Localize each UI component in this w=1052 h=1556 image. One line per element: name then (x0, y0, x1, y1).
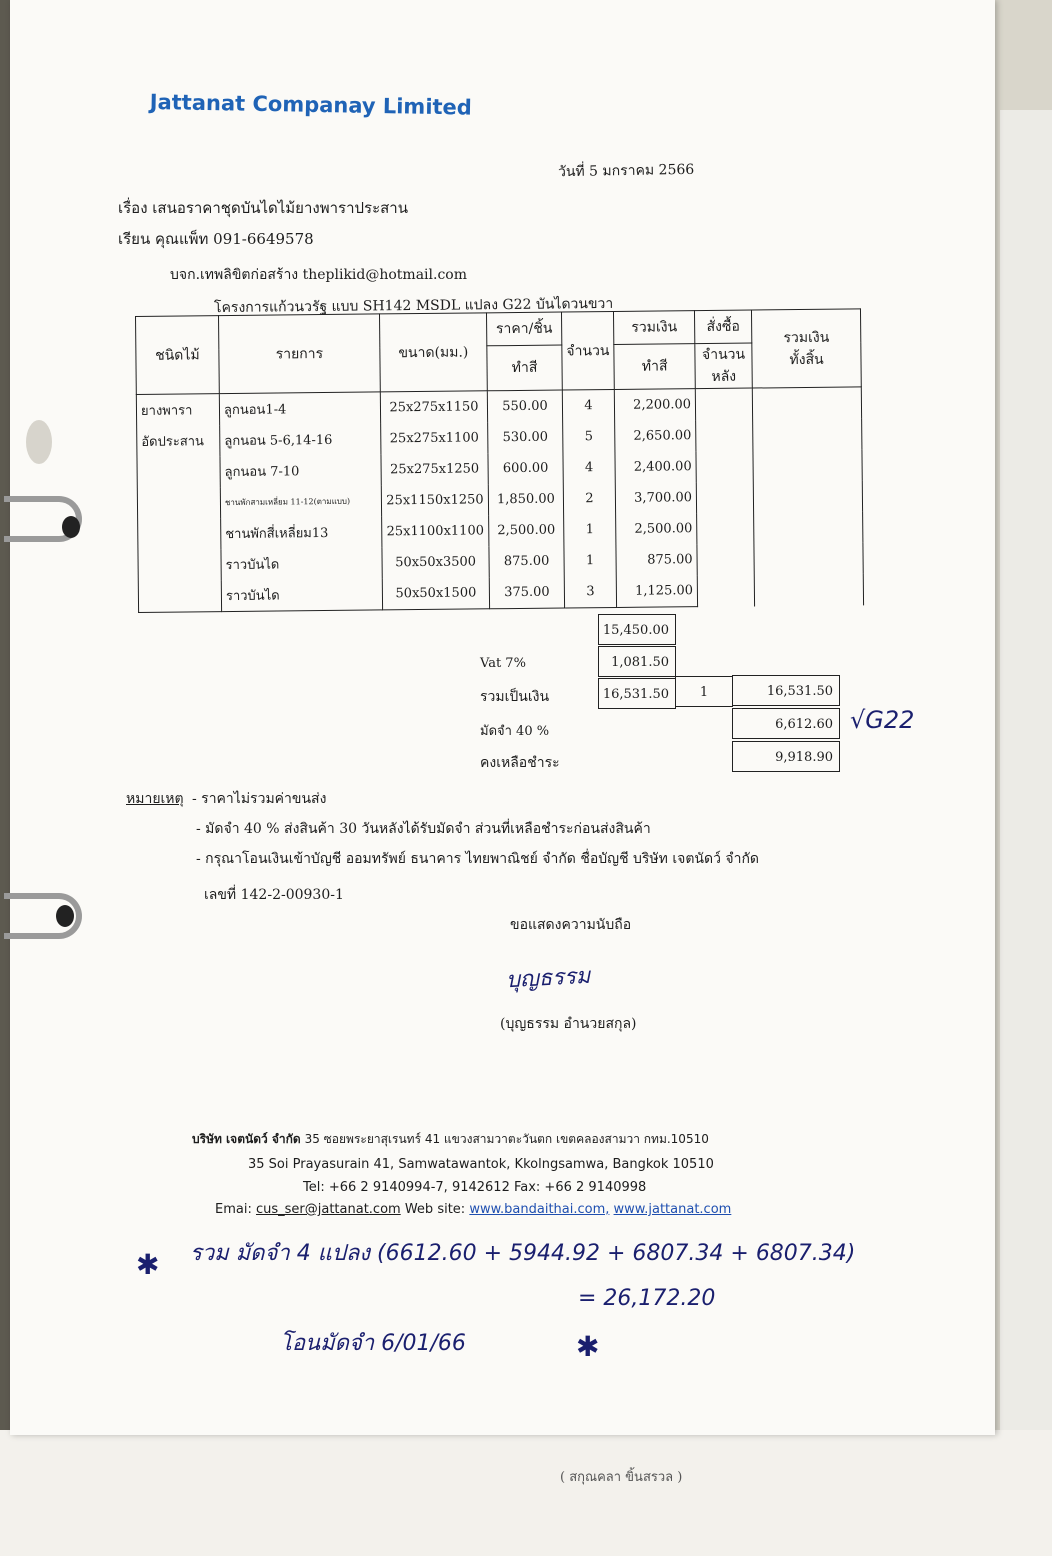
header-amount: รวมเงิน (614, 311, 695, 345)
row-size: 25x1100x1100 (382, 515, 489, 547)
document-page (10, 0, 995, 1435)
row-size: 50x50x3500 (382, 546, 489, 578)
empty-cell (753, 449, 862, 481)
handwritten-star: ✱ (576, 1330, 600, 1363)
row-amount: 3,700.00 (615, 482, 696, 514)
note-line: - มัดจำ 40 % ส่งสินค้า 30 วันหลังได้รับมัดจำ ส่วนที่เหลือชำระก่อนส่งสินค้า (196, 821, 651, 837)
row-qty: 5 (563, 421, 615, 453)
empty-cell (754, 573, 863, 606)
vat-label: Vat 7% (480, 656, 526, 671)
row-qty: 1 (564, 514, 616, 546)
footer-thai-line (192, 1130, 709, 1149)
company-name: Jattanat Companay Limited (149, 90, 473, 120)
letter-date: วันที่ 5 มกราคม 2566 (557, 161, 695, 181)
empty-cell (138, 518, 221, 550)
deposit-box: 6,612.60 (732, 708, 840, 739)
signature: บุญธรรม (505, 963, 591, 994)
empty-cell (138, 580, 221, 612)
letter-recipient: เรียน คุณแพ็ท 091-6649578 (118, 230, 314, 248)
header-unit-price-sub: ทำสี (487, 345, 562, 391)
letter-subject: เรื่อง เสนอราคาชุดบันไดไม้ยางพาราประสาน (118, 199, 408, 217)
web-link-bandaithai[interactable]: www.bandaithai.com, (469, 1202, 610, 1217)
total-label: รวมเป็นเงิน (480, 689, 550, 705)
header-grand-total (752, 309, 862, 388)
row-price: 375.00 (489, 577, 564, 609)
header-grand-total-sub: ทั้งสิ้น (789, 351, 824, 368)
footer-thai-name: บริษัท เจตนัดว์ จำกัด (192, 1132, 301, 1146)
header-order-qty: สั่งซื้อ (695, 310, 752, 344)
empty-cell (696, 420, 753, 452)
balance-label: คงเหลือชำระ (480, 755, 560, 771)
row-price: 600.00 (488, 453, 563, 485)
empty-cell (753, 480, 862, 512)
email-link[interactable]: cus_ser@jattanat.com (255, 1202, 401, 1217)
row-qty: 3 (564, 576, 616, 608)
empty-cell (752, 387, 861, 420)
row-price: 550.00 (487, 390, 562, 422)
row-item: ลูกนอน 7-10 (220, 454, 381, 487)
next-page-edge (0, 1430, 1052, 1556)
background-stack (1000, 110, 1052, 1430)
account-number: เลขที่ 142-2-00930-1 (204, 887, 344, 903)
row-item: ราวบันได (221, 578, 382, 611)
empty-cell (695, 388, 752, 420)
empty-cell (753, 418, 862, 450)
header-grand-total-label: รวมเงิน (783, 329, 830, 346)
project-line: โครงการแก้วนวรัฐ แบบ SH142 MSDL แปลง G22 บันไดวนขวา (213, 295, 614, 317)
empty-cell (137, 456, 220, 488)
empty-cell (697, 575, 754, 607)
total-box: 16,531.50 (598, 678, 676, 709)
order-qty-box: 1 (675, 676, 733, 707)
row-amount: 2,500.00 (616, 513, 697, 545)
header-amount-sub: ทำสี (614, 344, 695, 390)
web-link-jattanat[interactable]: www.jattanat.com (613, 1202, 732, 1217)
row-amount: 2,650.00 (615, 420, 696, 452)
row-item: ชานพักสี่เหลี่ยม13 (221, 516, 382, 549)
footer-thai-address: 35 ซอยพระยาสุเรนทร์ 41 แขวงสามวาตะวันตก เขตคลองสามวา กทม.10510 (304, 1132, 709, 1146)
row-qty: 4 (562, 389, 614, 421)
header-wood-type: ชนิดไม้ (136, 316, 220, 395)
handwritten-transfer-date: โอนมัดจำ 6/01/66 (280, 1331, 466, 1356)
quotation-table (135, 308, 864, 613)
note-line: - กรุณาโอนเงินเข้าบัญชี ออมทรัพย์ ธนาคาร ไทยพาณิชย์ จำกัด ชื่อบัญชี บริษัท เจตนัดว์ จำกัด (196, 851, 760, 867)
recipient-company: บจก.เทพลิขิตก่อสร้าง theplikid@hotmail.com (170, 267, 468, 283)
empty-cell (137, 487, 220, 519)
punch-hole (26, 420, 52, 464)
handwritten-star: ✱ (136, 1248, 160, 1281)
handwritten-total: = 26,172.20 (578, 1286, 716, 1311)
row-size: 25x1150x1250 (381, 484, 488, 516)
empty-cell (697, 513, 754, 545)
balance-box: 9,918.90 (732, 741, 840, 772)
subtotal-box: 15,450.00 (598, 614, 676, 645)
empty-cell (696, 451, 753, 483)
row-size: 25x275x1150 (380, 391, 487, 424)
row-size: 25x275x1100 (381, 422, 488, 454)
row-price: 875.00 (489, 546, 564, 578)
footer-tel: Tel: +66 2 9140994-7, 9142612 Fax: +66 2 9140998 (303, 1180, 647, 1195)
empty-cell (697, 544, 754, 576)
signer-name: (บุญธรรม อำนวยสกุล) (500, 1016, 637, 1032)
row-item: ราวบันได (221, 547, 382, 580)
empty-cell (754, 542, 863, 574)
wood-type-line: อัดประสาน (137, 425, 220, 457)
header-size: ขนาด(มม.) (379, 313, 487, 392)
next-page-signer: ( สกุณคลา ขิ้นสรวล ) (560, 1470, 683, 1485)
binder-ring-end (56, 905, 74, 927)
email-label: Emai: (215, 1202, 252, 1217)
handwritten-check: √G22 (850, 706, 915, 734)
row-qty: 2 (563, 483, 615, 515)
row-amount: 2,200.00 (614, 389, 695, 421)
empty-cell (754, 511, 863, 543)
row-size: 50x50x1500 (382, 577, 489, 610)
row-price: 530.00 (488, 422, 563, 454)
row-size: 25x275x1250 (381, 453, 488, 485)
header-order-qty-sub: จำนวนหลัง (695, 343, 752, 389)
header-unit-price: ราคา/ชิ้น (486, 312, 561, 346)
table-row (138, 573, 863, 612)
header-item: รายการ (219, 314, 381, 394)
row-amount: 875.00 (616, 544, 697, 576)
row-qty: 1 (564, 545, 616, 577)
web-label: Web site: (404, 1202, 466, 1217)
handwritten-sum: รวม มัดจำ 4 แปลง (6612.60 + 5944.92 + 6807.34 + 6807.34) (190, 1241, 856, 1266)
closing: ขอแสดงความนับถือ (510, 917, 632, 933)
note-line: - ราคาไม่รวมค่าขนส่ง (192, 791, 327, 807)
row-price: 1,850.00 (488, 484, 563, 516)
row-item: ลูกนอน 5-6,14-16 (220, 423, 381, 456)
row-amount: 1,125.00 (616, 575, 697, 607)
row-item: ชานพักสามเหลี่ยม 11-12(ตามแบบ) (220, 485, 381, 518)
binder-ring-end (62, 516, 80, 538)
row-price: 2,500.00 (489, 515, 564, 547)
empty-cell (696, 482, 753, 514)
vat-box: 1,081.50 (598, 646, 676, 677)
footer-contact (215, 1202, 731, 1217)
row-item: ลูกนอน1-4 (219, 392, 380, 425)
row-amount: 2,400.00 (615, 451, 696, 483)
notes-heading: หมายเหตุ (126, 791, 184, 807)
empty-cell (138, 549, 221, 581)
footer-address: 35 Soi Prayasurain 41, Samwatawantok, Kkolngsamwa, Bangkok 10510 (248, 1157, 714, 1172)
header-qty: จำนวน (561, 311, 614, 390)
grand-total-box: 16,531.50 (732, 675, 840, 706)
row-qty: 4 (563, 452, 615, 484)
wood-type-line: ยางพารา (136, 394, 219, 426)
deposit-label: มัดจำ 40 % (480, 724, 550, 739)
